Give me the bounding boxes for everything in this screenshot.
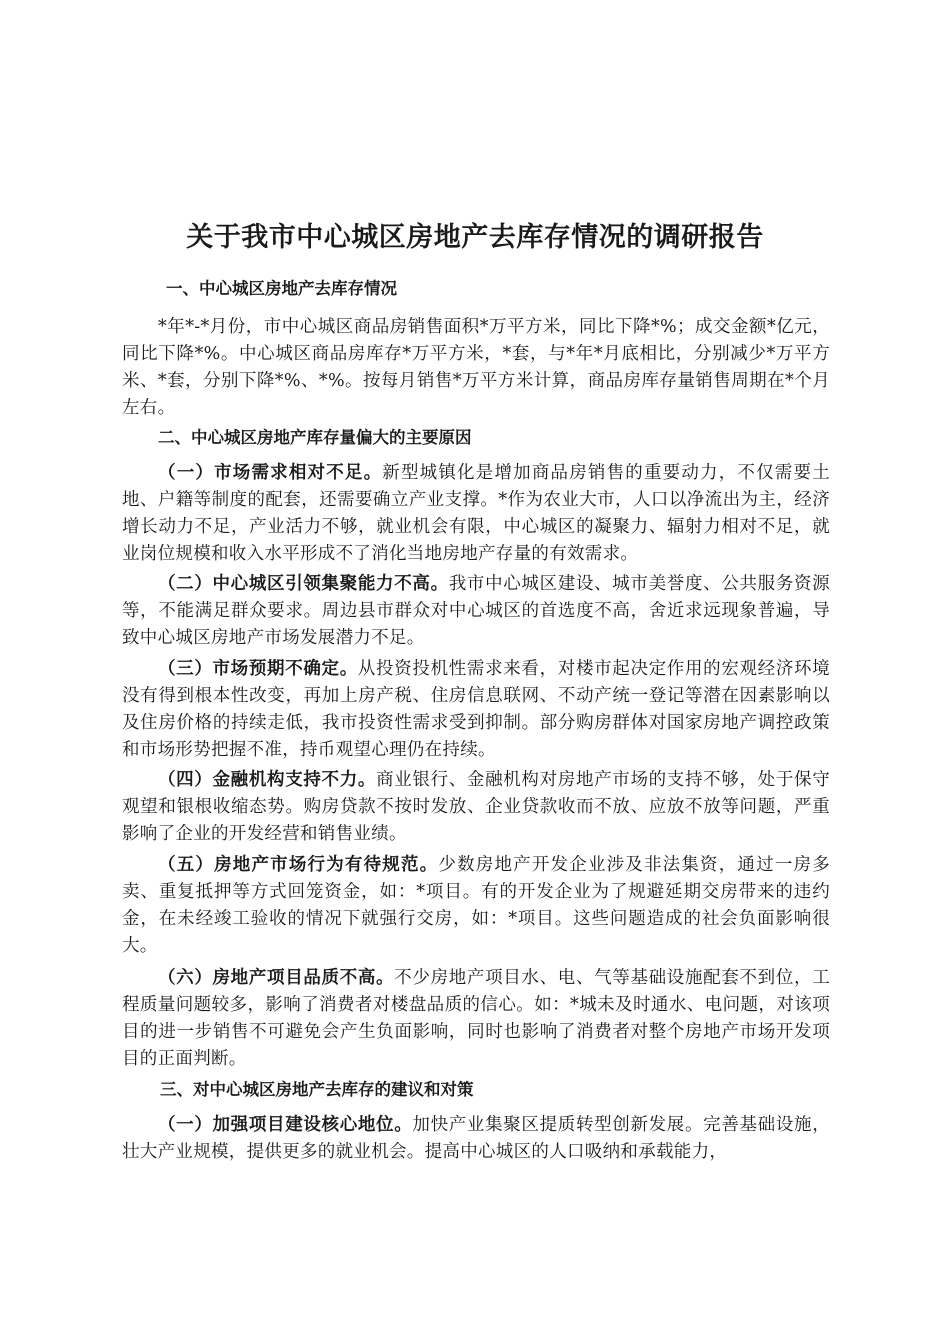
paragraph-2-2 [122, 571, 830, 652]
paragraph-text: 从投资投机性需求来看，对楼市起决定作用的宏观经济环境没有得到根本性改变，再加上房产税、住房信息联网、不动产统一登记等潜在因素影响以及住房价格的持续走低，我市投资性需求受到抑制。部分购房群体对国家房地产调控政策和市场形势把握不准，持币观望心理仍在持续。 [122, 659, 830, 760]
document-title: 关于我市中心城区房地产去库存情况的调研报告 [186, 222, 764, 253]
paragraph-text: *年*-*月份，市中心城区商品房销售面积*万平方米，同比下降*%；成交金额*亿元，同比下降*%。中心城区商品房库存*万平方米，*套，与*年*月底相比，分别减少*万平方米、*套，分别下降*%、*%。按每月销售*万平方米计算，商品房库存量销售周期在*个月左右。 [122, 317, 830, 418]
section-heading-1: 一、中心城区房地产去库存情况 [166, 279, 397, 298]
paragraph-text: 少数房地产开发企业涉及非法集资，通过一房多卖、重复抵押等方式回笼资金，如：*项目。有的开发企业为了规避延期交房带来的违约金，在未经竣工验收的情况下就强行交房，如：*项目。这些问题造成的社会负面影响很大。 [122, 855, 830, 956]
paragraph-lead: （六）房地产项目品质不高。 [158, 968, 395, 988]
paragraph-3-1 [122, 1112, 830, 1166]
paragraph-text: 我市中心城区建设、城市美誉度、公共服务资源等，不能满足群众要求。周边县市群众对中心城区的首选度不高，舍近求远现象普遍，导致中心城区房地产市场发展潜力不足。 [122, 574, 830, 648]
section-heading-2: 二、中心城区房地产库存量偏大的主要原因 [158, 428, 472, 447]
paragraph-2-5 [122, 852, 830, 960]
paragraph-2-1 [122, 460, 830, 568]
paragraph-text: 不少房地产项目水、电、气等基础设施配套不到位，工程质量问题较多，影响了消费者对楼盘品质的信心。如：*城未及时通水、电问题，对该项目的进一步销售不可避免会产生负面影响，同时也影响了消费者对整个房地产市场开发项目的正面判断。 [122, 968, 830, 1069]
paragraph-text: 新型城镇化是增加商品房销售的重要动力，不仅需要土地、户籍等制度的配套，还需要确立产业支撑。*作为农业大市，人口以净流出为主，经济增长动力不足，产业活力不够，就业机会有限，中心城区的凝聚力、辐射力相对不足，就业岗位规模和收入水平形成不了消化当地房地产存量的有效需求。 [122, 463, 830, 564]
paragraph-lead: （一）加强项目建设核心地位。 [158, 1115, 413, 1135]
paragraph-lead: （二）中心城区引领集聚能力不高。 [158, 574, 449, 594]
paragraph-2-4 [122, 767, 830, 848]
paragraph-lead: （三）市场预期不确定。 [158, 659, 358, 679]
paragraph-1-1 [122, 314, 830, 422]
paragraph-lead: （四）金融机构支持不力。 [158, 770, 377, 790]
paragraph-text: 加快产业集聚区提质转型创新发展。完善基础设施，壮大产业规模，提供更多的就业机会。提高中心城区的人口吸纳和承载能力， [122, 1115, 830, 1162]
paragraph-2-3 [122, 656, 830, 764]
paragraph-2-6 [122, 965, 830, 1073]
paragraph-text: 商业银行、金融机构对房地产市场的支持不够，处于保守观望和银根收缩态势。购房贷款不按时发放、企业贷款收而不放、应放不放等问题，严重影响了企业的开发经营和销售业绩。 [122, 770, 830, 844]
section-heading-3: 三、对中心城区房地产去库存的建议和对策 [160, 1080, 474, 1099]
paragraph-lead: （五）房地产市场行为有待规范。 [158, 855, 439, 875]
paragraph-lead: （一）市场需求相对不足。 [158, 463, 383, 483]
